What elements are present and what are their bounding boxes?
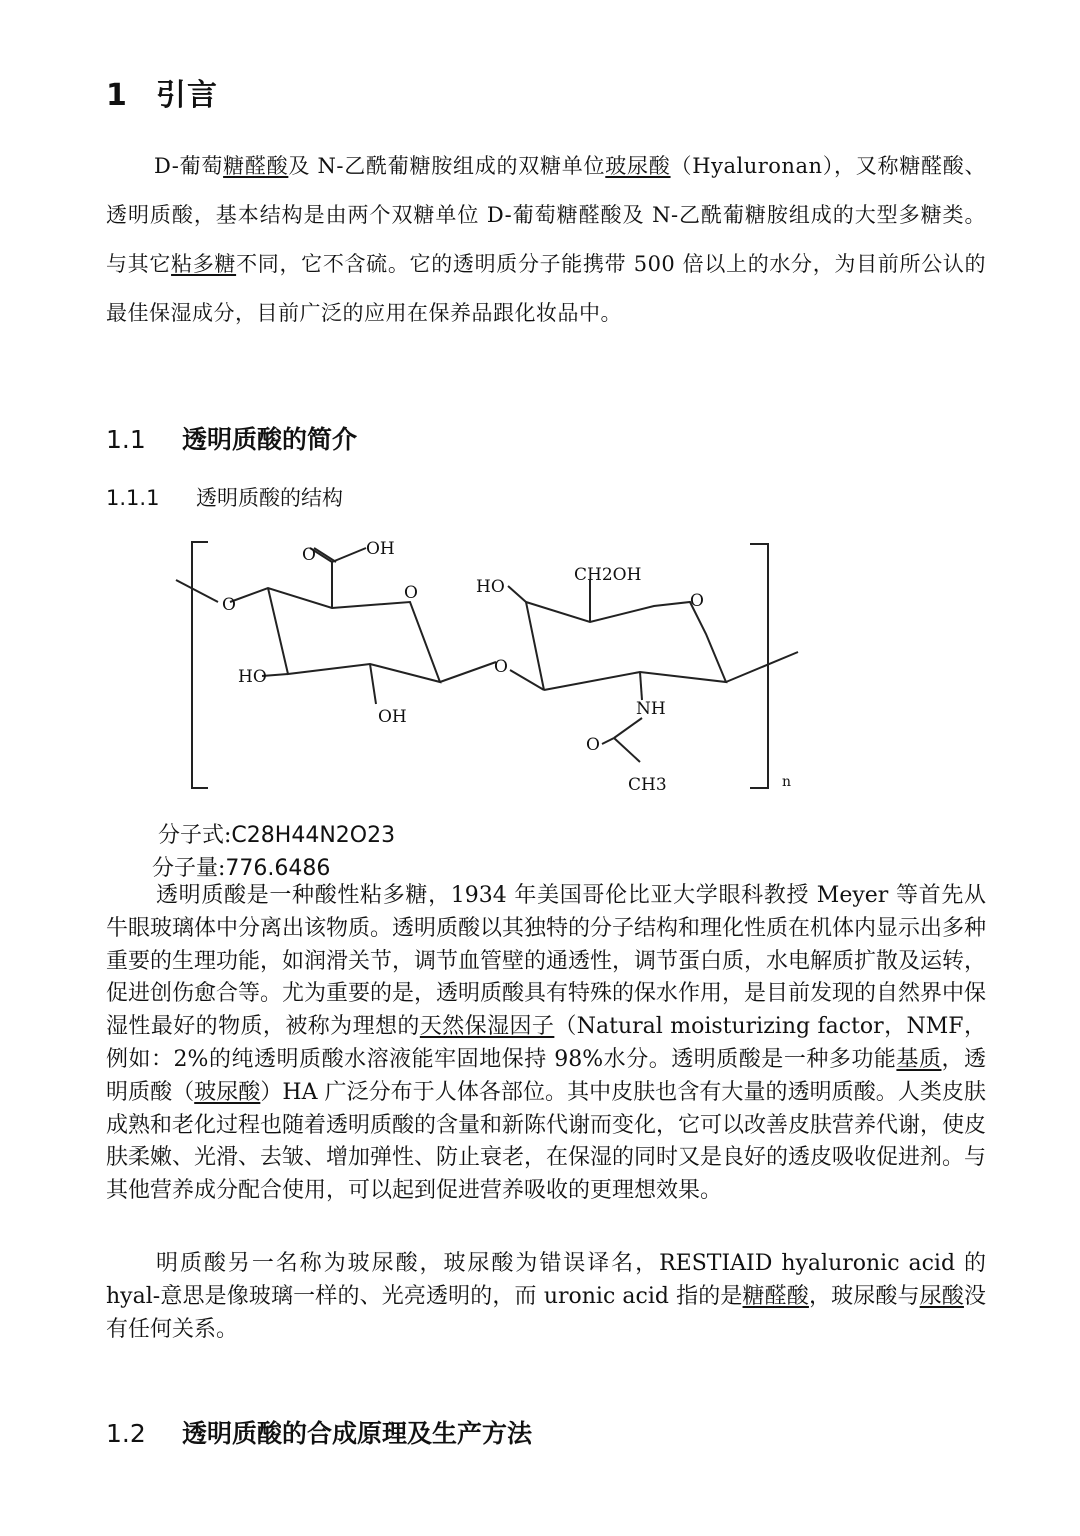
section-1-1-title: 透明质酸的简介 (182, 425, 358, 454)
link-uric-acid[interactable]: 尿酸 (919, 1283, 964, 1309)
ring-2 (526, 602, 726, 690)
section-1-2-heading (106, 1414, 532, 1450)
naming-paragraph (106, 1248, 986, 1346)
intro-text-4: 不同，它不含硫。它的透明质分子能携带 500 倍以上的水分，为目前所公认的最佳保湿成分，目前广泛的应用在保养品跟化妆品中。 (106, 252, 986, 325)
link-glucuronic-acid-2[interactable]: 糖醛酸 (742, 1283, 809, 1309)
body-text-3: ，透明质酸（ (106, 1046, 986, 1105)
section-1-1-1-heading (106, 482, 343, 512)
molecular-formula-label: 分子式: (158, 823, 232, 848)
section-1-1-number: 1.1 (106, 425, 146, 454)
molecular-weight (152, 851, 330, 882)
section-1-1-1-number: 1.1.1 (106, 486, 160, 510)
section-1-1-heading (106, 420, 357, 456)
label-oh-ring-1: OH (378, 707, 407, 727)
label-oh-acid: OH (366, 539, 395, 559)
intro-text-2: 及 N-乙酰葡糖胺组成的双糖单位 (288, 154, 606, 178)
molecular-weight-value: 776.6486 (225, 856, 331, 881)
chapter-title: 引言 (156, 78, 218, 113)
molecular-formula-value: C28H44N2O23 (231, 823, 396, 848)
label-nh: NH (636, 699, 666, 719)
body-text-2: （Natural moisturizing factor，NMF，例如：2%的纯透明质酸水溶液能牢固地保持 98%水分。透明质酸是一种多功能 (106, 1014, 986, 1072)
label-ch3: CH3 (628, 775, 667, 795)
label-o-left-link: O (222, 595, 236, 615)
link-matrix[interactable]: 基质 (896, 1046, 942, 1072)
body-text-4: ）HA 广泛分布于人体各部位。其中皮肤也含有大量的透明质酸。人类皮肤成熟和老化过程也随着透明质酸的含量和新陈代谢而变化，它可以改善皮肤营养代谢，使皮肤柔嫩、光滑、去皱、增加弹性、防止衰老，在保湿的同时又是良好的透皮吸收促进剂。与其他营养成分配合使用，可以起到促进营养吸收的更理想效果。 (106, 1079, 987, 1204)
intro-text-3: （Hyaluronan），又称糖醛酸、透明质酸，基本结构是由两个双糖单位 D-葡萄糖醛酸及 N-乙酰葡糖胺组成的大型多糖类。与其它 (106, 154, 987, 276)
label-o-carbonyl: O (302, 545, 316, 565)
left-bracket (192, 542, 208, 788)
section-1-2-number: 1.2 (106, 1419, 146, 1448)
section-1-1-1-title: 透明质酸的结构 (196, 486, 343, 510)
description-paragraph (106, 880, 986, 1208)
link-hyaluronic-acid[interactable]: 玻尿酸 (605, 154, 671, 178)
chapter-number: 1 (106, 78, 128, 113)
label-o-acetyl: O (586, 735, 600, 755)
link-mucopolysaccharide[interactable]: 粘多糖 (171, 252, 237, 276)
molecular-formula (158, 818, 395, 849)
link-glucuronic-acid[interactable]: 糖醛酸 (223, 154, 289, 178)
section-1-2-title: 透明质酸的合成原理及生产方法 (182, 1419, 533, 1448)
link-natural-moisturizing-factor[interactable]: 天然保湿因子 (419, 1014, 555, 1040)
link-hyaluronic-acid-2[interactable]: 玻尿酸 (194, 1079, 261, 1105)
label-n-subscript: n (782, 774, 792, 790)
intro-paragraph (106, 142, 986, 338)
intro-text-1: D-葡萄 (154, 154, 224, 178)
label-ch2oh: CH2OH (574, 565, 642, 585)
label-o-ring-2: O (690, 591, 704, 611)
body-text-1: 透明质酸是一种酸性粘多糖，1934 年美国哥伦比亚大学眼科教授 Meyer 等首先从牛眼玻璃体中分离出该物质。透明质酸以其独特的分子结构和理化性质在机体内显示出多种重要的生理功能，如润滑关节，调节血管壁的通透性，调节蛋白质，水电解质扩散及运转，促进创伤愈合等。尤为重要的是，透明质酸具有特殊的保水作用，是目前发现的自然界中保湿性最好的物质，被称为理想的 (106, 883, 987, 1040)
label-ho-ring-1: HO (238, 667, 267, 687)
label-o-ring-1: O (404, 583, 418, 603)
label-o-glycosidic: O (494, 657, 508, 677)
naming-text-2: ，玻尿酸与 (808, 1283, 920, 1309)
hyaluronic-acid-structure-diagram (170, 530, 810, 800)
naming-text-3: 没有任何关系。 (106, 1283, 986, 1342)
naming-text-1: 明质酸另一名称为玻尿酸，玻尿酸为错误译名，RESTIAID hyaluronic acid 的 hyal-意思是像玻璃一样的、光亮透明的，而 uronic acid 指的是 (106, 1251, 986, 1309)
chapter-heading (106, 70, 218, 114)
label-ho-ring-2: HO (476, 577, 505, 597)
molecular-weight-label: 分子量: (152, 856, 226, 881)
